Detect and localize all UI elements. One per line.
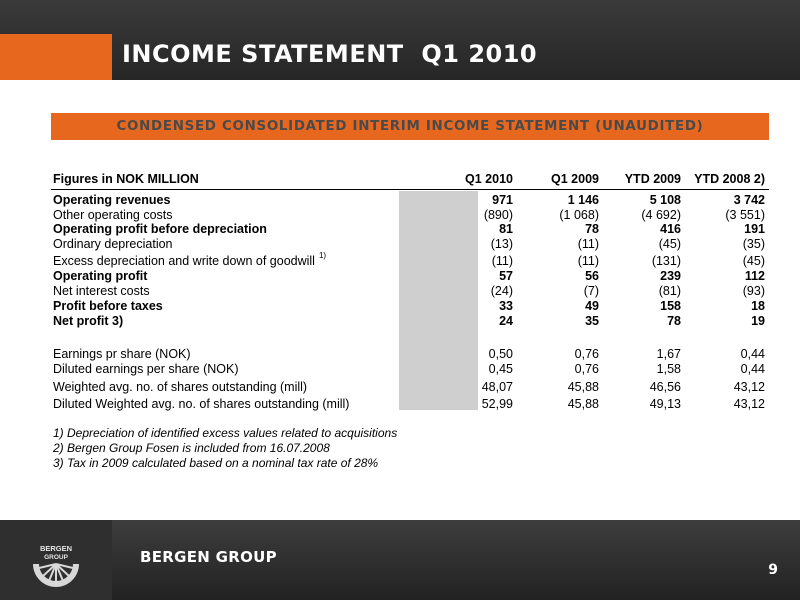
header-q1-2009: Q1 2009 [551, 172, 599, 186]
cell-ytd-2008: 0,44 [740, 362, 765, 376]
svg-text:GROUP: GROUP [44, 554, 68, 561]
cell-q1-2010: 57 [499, 269, 513, 283]
cell-ytd-2009: 49,13 [649, 397, 681, 411]
brand-name: BERGEN GROUP [140, 548, 277, 566]
table-row [51, 314, 769, 329]
table-row [51, 397, 769, 412]
cell-q1-2010: 52,99 [481, 397, 513, 411]
header-q1-2010: Q1 2010 [465, 172, 513, 186]
cell-ytd-2009: 1,67 [656, 347, 681, 361]
svg-text:BERGEN: BERGEN [39, 544, 73, 553]
cell-ytd-2009: (45) [658, 237, 681, 251]
header-label: Figures in NOK MILLION [53, 172, 199, 186]
table-row [51, 380, 769, 395]
cell-ytd-2009: 46,56 [649, 380, 681, 394]
cell-q1-2009: 1 146 [567, 193, 599, 207]
cell-ytd-2008: 191 [744, 222, 765, 236]
footnote-1: 1) Depreciation of identified excess values related to acquisitions [53, 426, 398, 440]
row-label: Excess depreciation and write down of goodwill [53, 254, 315, 268]
cell-ytd-2008: 19 [751, 314, 765, 328]
cell-ytd-2008: 3 742 [733, 193, 765, 207]
cell-q1-2009: 56 [585, 269, 599, 283]
table-row [51, 284, 769, 299]
logo-area [0, 520, 112, 600]
cell-q1-2010: (890) [483, 208, 513, 222]
row-label: Other operating costs [53, 208, 173, 222]
cell-q1-2009: (11) [577, 254, 599, 268]
row-label: Profit before taxes [53, 299, 163, 313]
cell-ytd-2009: 158 [660, 299, 681, 313]
table-header [51, 172, 769, 190]
footnote-marker: 1) [318, 251, 327, 260]
footnote-3: 3) Tax in 2009 calculated based on a nominal tax rate of 28% [53, 456, 379, 470]
table-row [51, 222, 769, 237]
cell-ytd-2008: (35) [742, 237, 765, 251]
table-row [51, 208, 769, 223]
cell-ytd-2009: 1,58 [656, 362, 681, 376]
cell-ytd-2009: 78 [667, 314, 681, 328]
footnote-2: 2) Bergen Group Fosen is included from 16.07.2008 [53, 441, 330, 455]
cell-ytd-2009: 416 [660, 222, 681, 236]
footnotes [53, 426, 397, 471]
row-label: Operating profit before depreciation [53, 222, 267, 236]
cell-q1-2009: (1 068) [559, 208, 599, 222]
cell-ytd-2008: 18 [751, 299, 765, 313]
row-label: Diluted Weighted avg. no. of shares outstanding (mill) [53, 397, 350, 411]
cell-q1-2009: (11) [577, 237, 599, 251]
row-label-with-footnote [53, 251, 327, 268]
table-row [51, 269, 769, 284]
cell-q1-2010: 0,50 [488, 347, 513, 361]
page-number: 9 [768, 562, 778, 578]
row-label: Weighted avg. no. of shares outstanding (mill) [53, 380, 308, 394]
table-row [51, 237, 769, 252]
footer-bar [0, 520, 800, 600]
cell-ytd-2008: (3 551) [725, 208, 765, 222]
row-label: Operating profit [53, 269, 148, 283]
cell-ytd-2008: 43,12 [733, 380, 765, 394]
row-label: Net profit 3) [53, 314, 124, 328]
section-banner [51, 113, 769, 140]
row-label: Diluted earnings per share (NOK) [53, 362, 239, 376]
row-label: Net interest costs [53, 284, 150, 298]
page-title: INCOME STATEMENT Q1 2010 [122, 40, 538, 68]
row-label: Operating revenues [53, 193, 171, 207]
cell-q1-2009: 0,76 [574, 362, 599, 376]
header-ytd-2008: YTD 2008 2) [694, 172, 765, 186]
banner-text: CONDENSED CONSOLIDATED INTERIM INCOME STATEMENT (UNAUDITED) [116, 119, 704, 134]
cell-q1-2009: 45,88 [567, 380, 599, 394]
cell-q1-2010: 24 [499, 314, 513, 328]
cell-q1-2009: 49 [585, 299, 599, 313]
cell-q1-2010: 971 [492, 193, 513, 207]
table-row [51, 362, 769, 377]
cell-q1-2010: 48,07 [481, 380, 513, 394]
cell-ytd-2008: (45) [742, 254, 765, 268]
cell-q1-2010: (13) [490, 237, 513, 251]
cell-ytd-2009: 5 108 [649, 193, 681, 207]
cell-q1-2009: 0,76 [574, 347, 599, 361]
cell-q1-2010: 81 [499, 222, 513, 236]
cell-ytd-2009: 239 [660, 269, 681, 283]
cell-q1-2010: 33 [499, 299, 513, 313]
cell-q1-2009: (7) [583, 284, 599, 298]
cell-ytd-2009: (131) [651, 254, 681, 268]
table-row [51, 299, 769, 314]
cell-ytd-2008: 0,44 [740, 347, 765, 361]
table-row [51, 347, 769, 362]
cell-q1-2010: (11) [491, 254, 513, 268]
header-ytd-2009: YTD 2009 [624, 172, 681, 186]
table-row [51, 251, 769, 269]
cell-ytd-2008: 43,12 [733, 397, 765, 411]
cell-q1-2009: 78 [585, 222, 599, 236]
cell-ytd-2008: 112 [744, 269, 765, 283]
header-bar [0, 0, 800, 80]
cell-q1-2010: 0,45 [488, 362, 513, 376]
cell-q1-2009: 45,88 [567, 397, 599, 411]
cell-ytd-2009: (4 692) [641, 208, 681, 222]
bergen-group-logo-icon [0, 520, 112, 600]
cell-q1-2009: 35 [585, 314, 599, 328]
row-label: Ordinary depreciation [53, 237, 173, 251]
header-accent-block [0, 34, 112, 80]
cell-ytd-2008: (93) [742, 284, 765, 298]
cell-q1-2010: (24) [490, 284, 513, 298]
table-row [51, 193, 769, 208]
cell-ytd-2009: (81) [658, 284, 681, 298]
row-label: Earnings pr share (NOK) [53, 347, 191, 361]
